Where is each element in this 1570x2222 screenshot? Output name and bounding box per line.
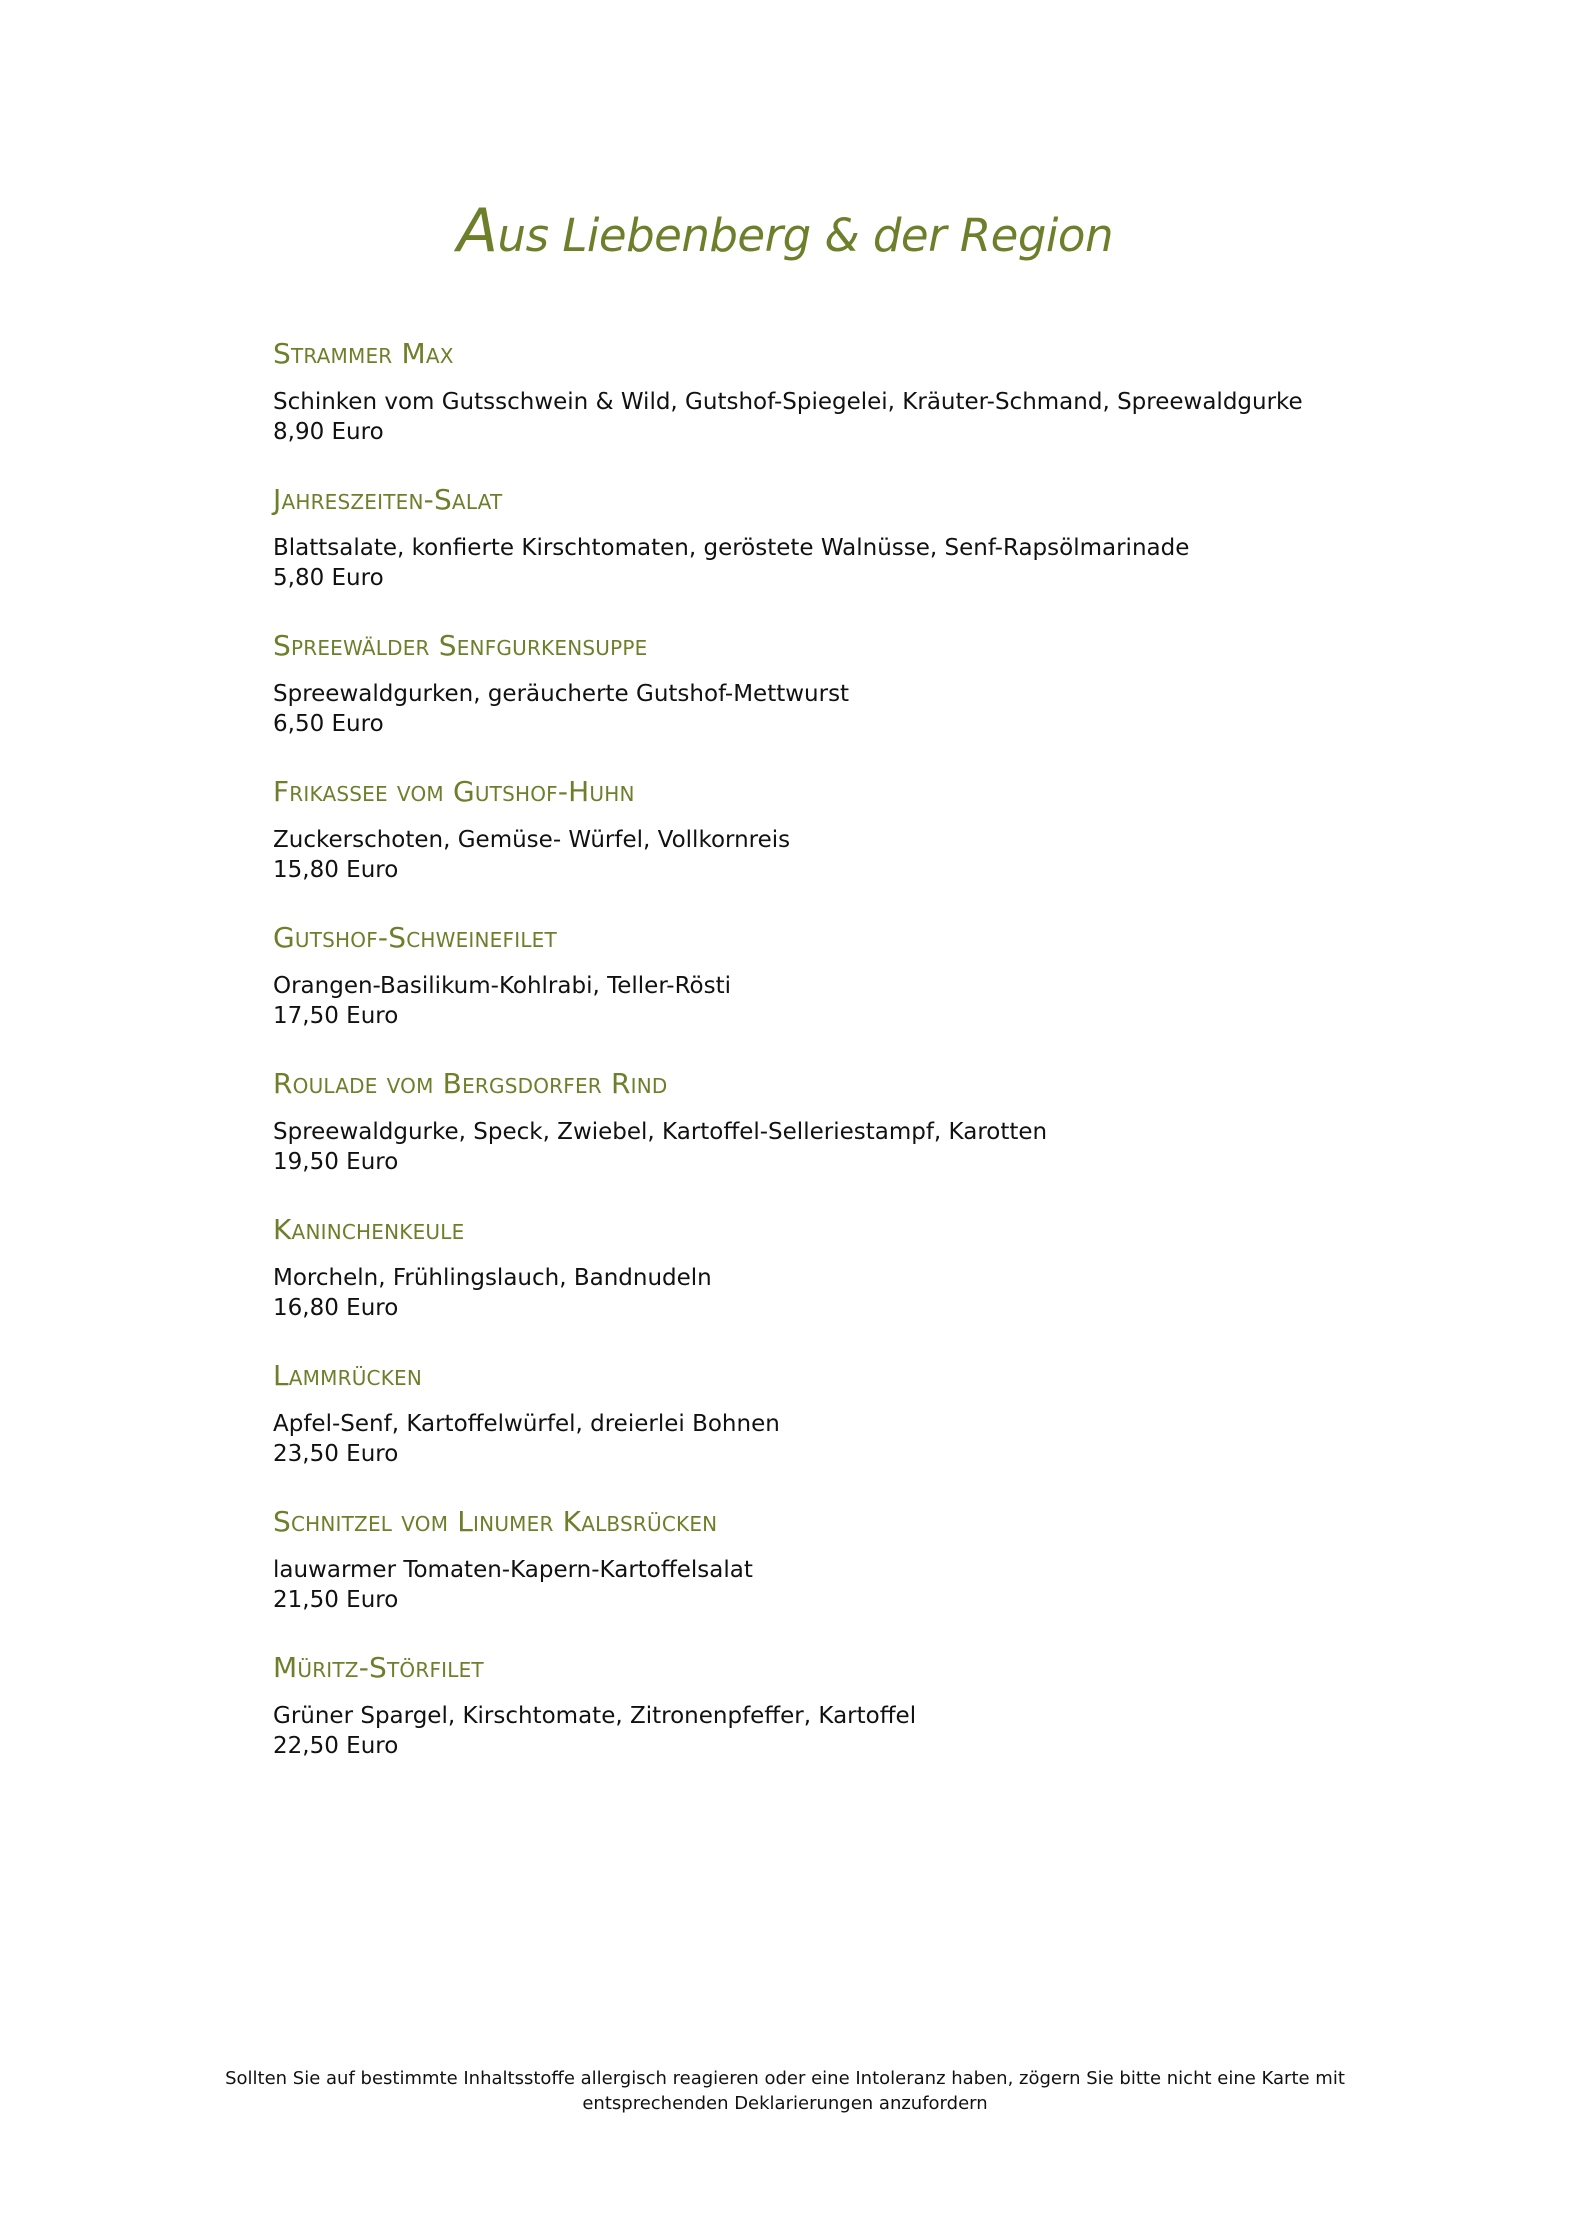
dish-description: lauwarmer Tomaten-Kapern-Kartoffelsalat: [273, 1557, 753, 1583]
allergy-notice: [200, 2066, 1370, 2116]
title-initial: A: [457, 196, 498, 266]
dish-price: 16,80 Euro: [273, 1295, 399, 1321]
dish-description: Blattsalate, konfierte Kirschtomaten, geröstete Walnüsse, Senf-Rapsölmarinade: [273, 535, 1190, 561]
menu-item: [273, 1505, 1373, 1651]
dish-name: Schnitzel vom Linumer Kalbsrücken: [273, 1505, 718, 1538]
menu-item: [273, 1213, 1373, 1359]
menu-item: [273, 629, 1373, 775]
dish-name: Spreewälder Senfgurkensuppe: [273, 629, 648, 662]
dish-name: Gutshof-Schweinefilet: [273, 921, 557, 954]
dish-description: Grüner Spargel, Kirschtomate, Zitronenpfeffer, Kartoffel: [273, 1703, 917, 1729]
menu-item: [273, 775, 1373, 921]
dish-description: Spreewaldgurke, Speck, Zwiebel, Kartoffel-Selleriestampf, Karotten: [273, 1119, 1048, 1145]
dish-price: 19,50 Euro: [273, 1149, 399, 1175]
dish-price: 15,80 Euro: [273, 857, 399, 883]
dish-description: Spreewaldgurken, geräucherte Gutshof-Mettwurst: [273, 681, 850, 707]
title-text: us Liebenberg & der Region: [497, 209, 1113, 262]
dish-description: Zuckerschoten, Gemüse- Würfel, Vollkornreis: [273, 827, 791, 853]
menu-item: [273, 483, 1373, 629]
dish-price: 5,80 Euro: [273, 565, 384, 591]
menu-item: [273, 921, 1373, 1067]
dish-description: Apfel-Senf, Kartoffelwürfel, dreierlei Bohnen: [273, 1411, 780, 1437]
allergy-notice-line-2: entsprechenden Deklarierungen anzufordern: [582, 2093, 988, 2114]
menu-item: [273, 1651, 1373, 1797]
dish-price: 17,50 Euro: [273, 1003, 399, 1029]
menu-list: [273, 337, 1373, 1797]
allergy-notice-line-1: Sollten Sie auf bestimmte Inhaltsstoffe allergisch reagieren oder eine Intoleranz haben, zögern Sie bitte nicht eine Karte mit: [225, 2068, 1345, 2089]
dish-price: 22,50 Euro: [273, 1733, 399, 1759]
dish-description: Schinken vom Gutsschwein & Wild, Gutshof-Spiegelei, Kräuter-Schmand, Spreewaldgurke: [273, 389, 1303, 415]
dish-price: 8,90 Euro: [273, 419, 384, 445]
dish-name: Lammrücken: [273, 1359, 423, 1392]
dish-name: Jahreszeiten-Salat: [273, 483, 503, 516]
dish-name: Frikassee vom Gutshof-Huhn: [273, 775, 635, 808]
dish-price: 6,50 Euro: [273, 711, 384, 737]
dish-name: Kaninchenkeule: [273, 1213, 465, 1246]
dish-name: Müritz-Störfilet: [273, 1651, 484, 1684]
dish-price: 21,50 Euro: [273, 1587, 399, 1613]
menu-item: [273, 1359, 1373, 1505]
menu-item: [273, 337, 1373, 483]
dish-name: Strammer Max: [273, 337, 454, 370]
dish-description: Orangen-Basilikum-Kohlrabi, Teller-Rösti: [273, 973, 732, 999]
dish-description: Morcheln, Frühlingslauch, Bandnudeln: [273, 1265, 712, 1291]
dish-price: 23,50 Euro: [273, 1441, 399, 1467]
menu-item: [273, 1067, 1373, 1213]
page-title: [0, 196, 1570, 266]
dish-name: Roulade vom Bergsdorfer Rind: [273, 1067, 668, 1100]
